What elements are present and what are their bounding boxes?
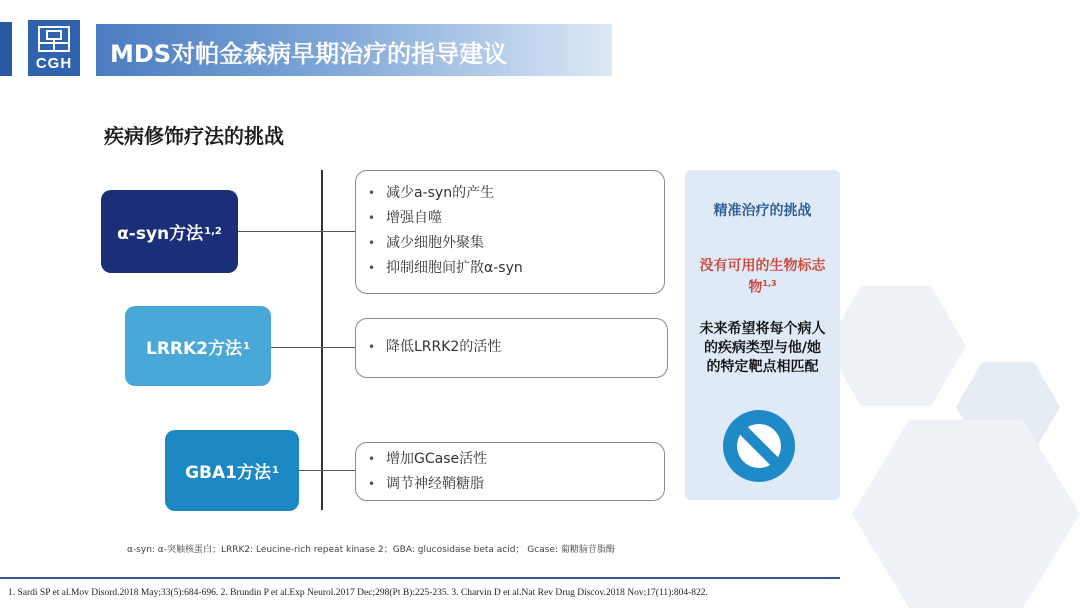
approach-box-gba1 — [165, 430, 299, 511]
approach-label: LRRK2方法 — [146, 338, 243, 359]
connector-line — [271, 347, 355, 348]
decorative-hexagon — [852, 420, 1080, 608]
cgh-logo — [28, 20, 80, 76]
header-accent-stripe — [0, 22, 12, 76]
list-item — [368, 181, 523, 206]
list-item-text: 降低LRRK2的活性 — [386, 339, 502, 355]
abbreviations-note: α-syn: α-突触核蛋白；LRRK2: Leucine-rich repeat kinase 2；GBA: glucosidase beta acid； Gcase: 葡糖脑苷脂酶 — [127, 545, 615, 555]
bullet: • — [368, 477, 376, 491]
bullet: • — [368, 261, 376, 275]
challenge-hope: 未来希望将每个病人的疾病类型与他/她的特定靶点相匹配 — [699, 321, 826, 375]
list-item — [368, 335, 501, 360]
list-item-text: 调节神经鞘糖脂 — [386, 476, 484, 492]
challenge-note-text: 没有可用的生物标志物 — [699, 258, 826, 296]
footer-divider — [0, 577, 840, 579]
connector-line — [238, 231, 355, 232]
list-item — [368, 447, 487, 472]
list-item — [368, 472, 487, 497]
connector-line — [299, 470, 355, 471]
approach-box-asyn — [101, 190, 238, 273]
list-item-text: 增加GCase活性 — [386, 451, 488, 467]
approach-box-lrrk2 — [125, 306, 271, 386]
detail-box-gba1 — [355, 442, 665, 501]
page-title: MDS对帕金森病早期治疗的指导建议 — [110, 40, 508, 68]
decorative-hexagon — [826, 286, 966, 406]
approach-label: GBA1方法 — [185, 463, 271, 483]
logo-text: CGH — [35, 55, 73, 72]
approach-ref: 1,2 — [204, 226, 222, 237]
challenge-title: 精准治疗的挑战 — [713, 203, 812, 219]
challenge-note-ref: 1,3 — [762, 279, 777, 288]
approach-ref: 1 — [243, 340, 250, 352]
vertical-connector — [321, 170, 323, 510]
list-item-text: 减少细胞外聚集 — [386, 235, 484, 251]
detail-box-asyn — [355, 170, 665, 294]
list-item-text: 减少a-syn的产生 — [386, 185, 495, 201]
section-subtitle: 疾病修饰疗法的挑战 — [104, 124, 284, 148]
bullet: • — [368, 186, 376, 200]
list-item — [368, 231, 523, 256]
title-band — [96, 24, 612, 76]
list-item — [368, 256, 523, 281]
challenge-note — [697, 257, 828, 297]
bullet: • — [368, 452, 376, 466]
no-entry-icon — [723, 410, 795, 482]
list-item-text: 增强自噬 — [386, 210, 442, 226]
challenge-panel — [685, 170, 840, 500]
bullet: • — [368, 211, 376, 225]
list-item — [368, 206, 523, 231]
logo-mark-icon — [38, 26, 70, 52]
bullet: • — [368, 236, 376, 250]
bullet: • — [368, 340, 376, 354]
references: 1. Sardi SP et al.Mov Disord.2018 May;33(5):684-696. 2. Brundin P et al.Exp Neurol.2017 Dec;298(Pt B):225-235. 3. Charvin D et al.Nat Rev Drug Discov.2018 Nov;17(11):804-822. — [8, 588, 708, 598]
approach-label: α-syn方法 — [117, 224, 204, 244]
list-item-text: 抑制细胞间扩散α-syn — [386, 260, 523, 276]
approach-ref: 1 — [271, 465, 279, 476]
detail-box-lrrk2 — [355, 318, 668, 378]
